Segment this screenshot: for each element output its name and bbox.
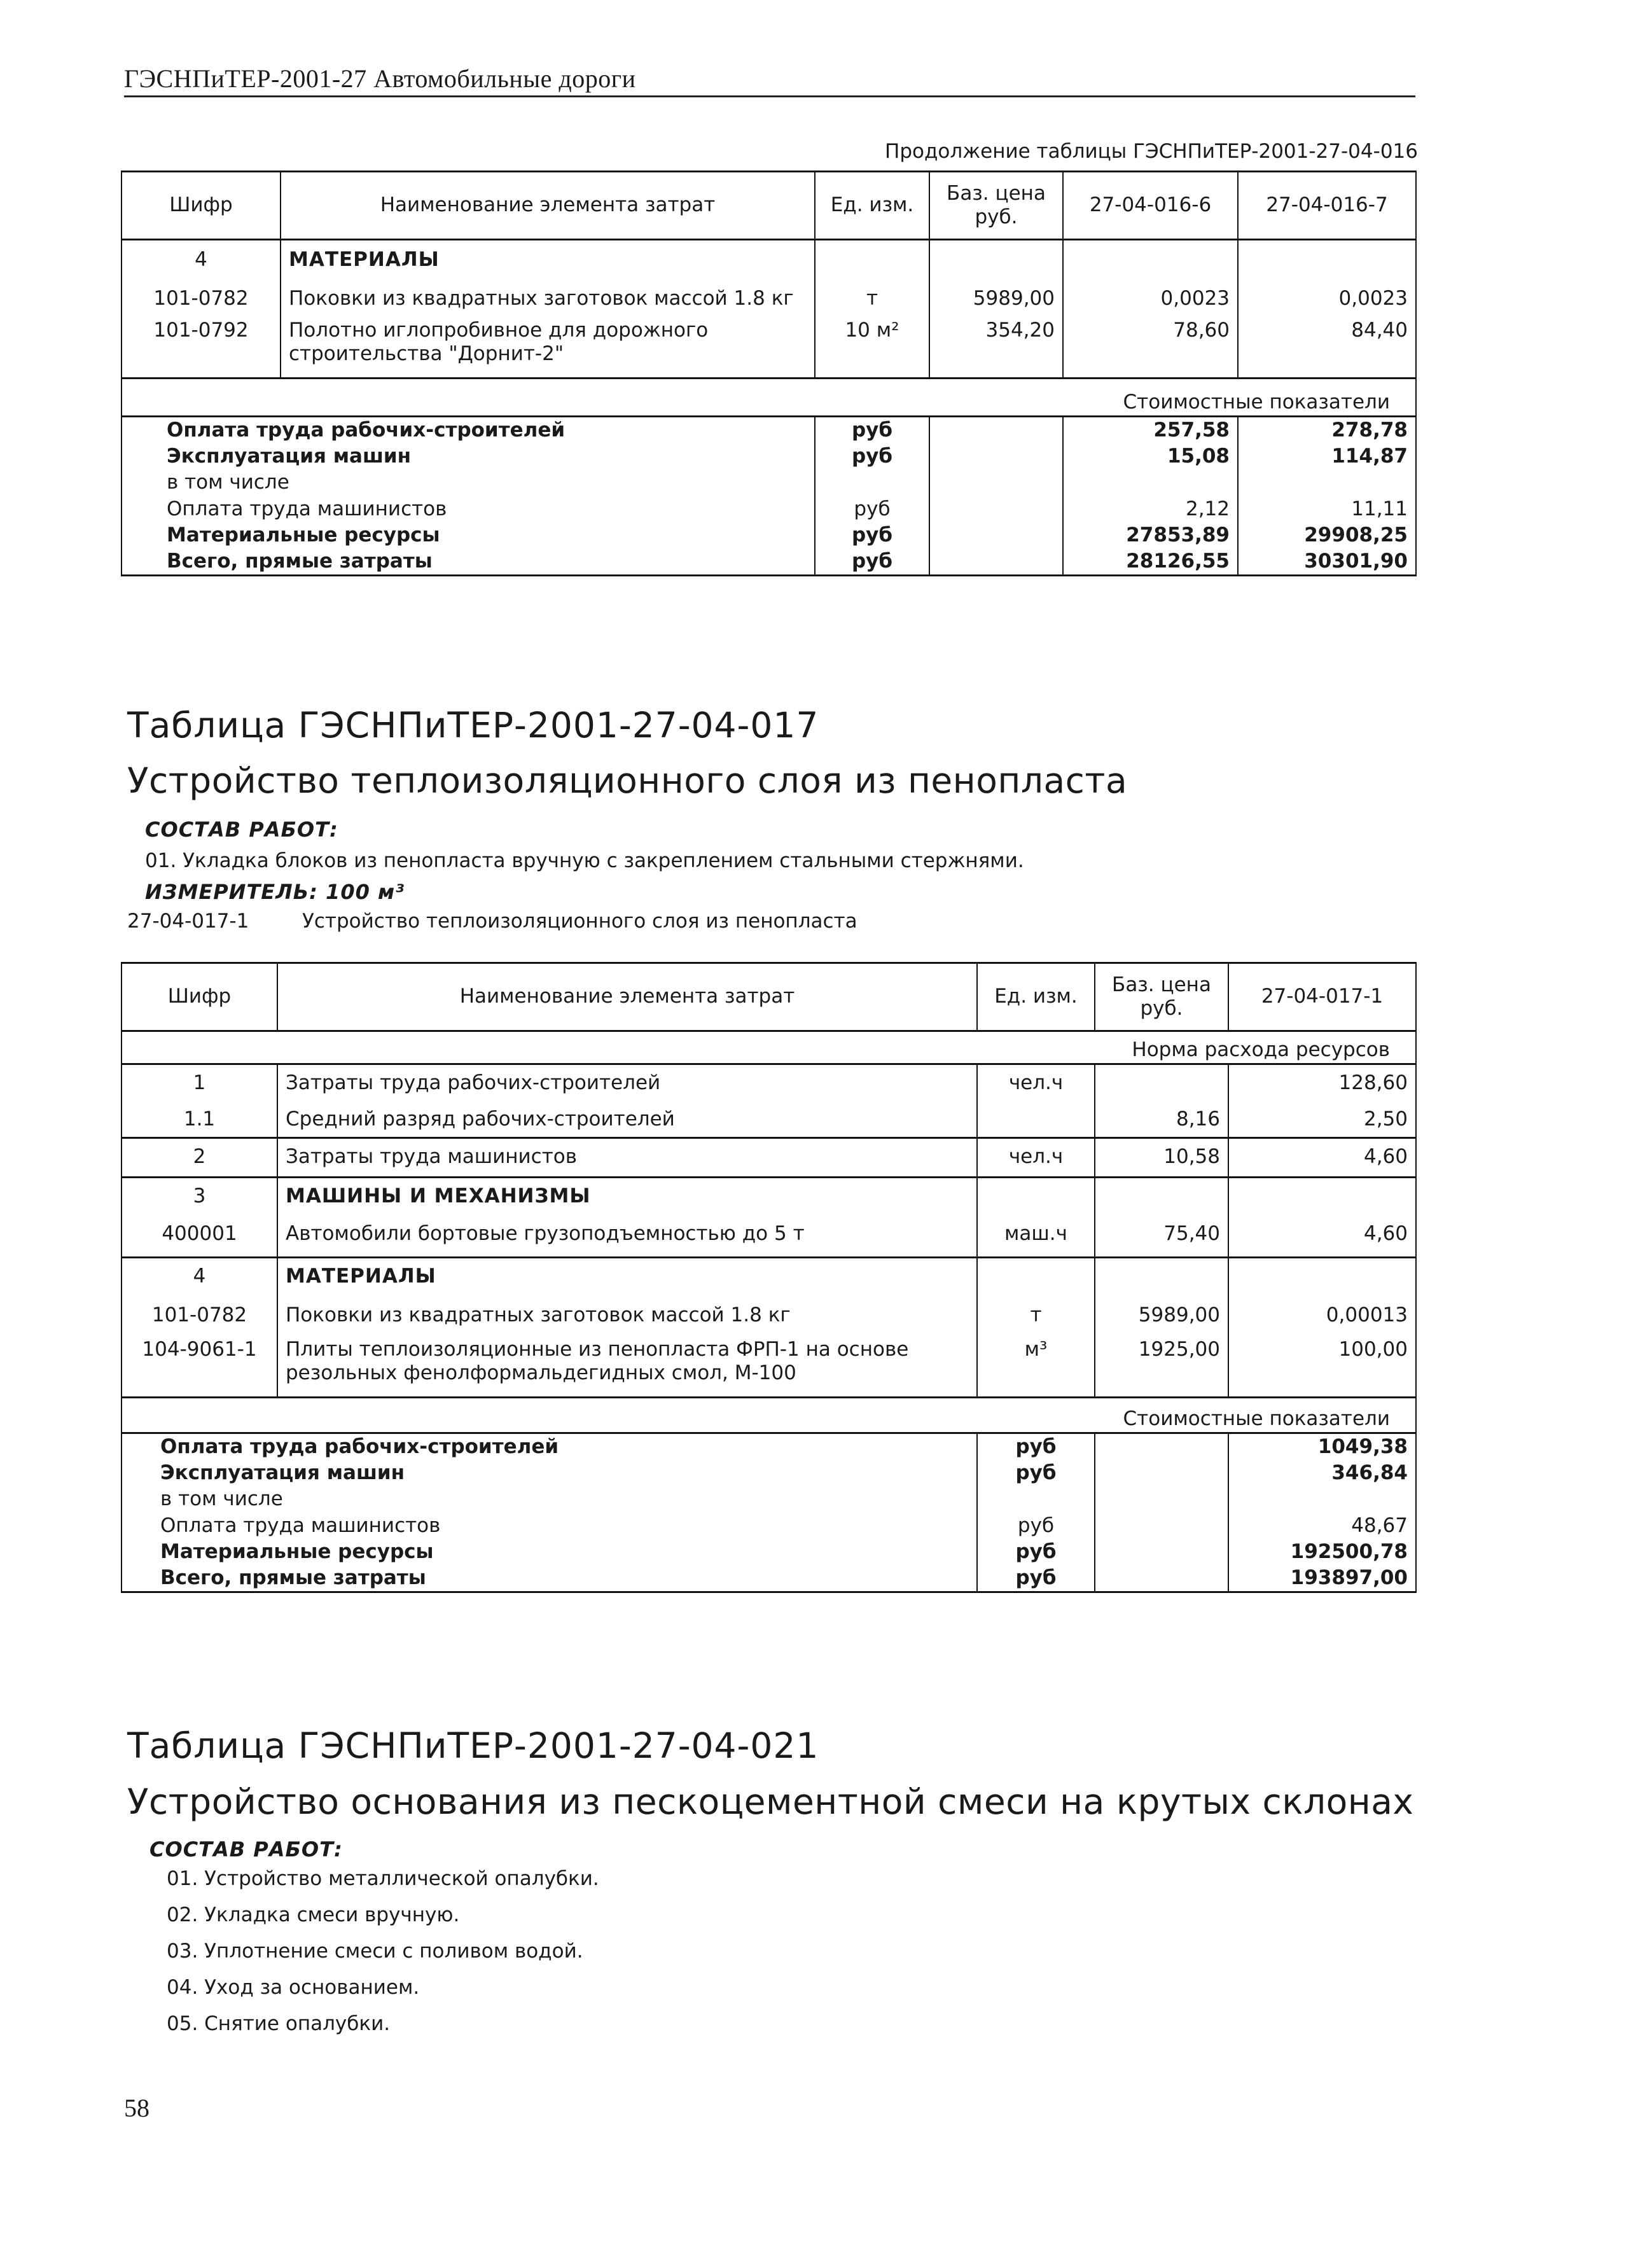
table-header-row	[121, 172, 1416, 240]
row-price: 354,20	[929, 317, 1063, 379]
row-code: 400001	[121, 1216, 277, 1258]
work-composition-label: СОСТАВ РАБОТ:	[145, 817, 338, 842]
cost-unit: руб	[815, 496, 929, 522]
col-header-code: Шифр	[121, 963, 277, 1031]
cost-value-7: 29908,25	[1238, 522, 1416, 548]
section-name: МАТЕРИАЛЫ	[281, 240, 815, 279]
table-subtitle-017: Устройство теплоизоляционного слоя из пенопласта	[127, 760, 1128, 801]
cost-value-6: 2,12	[1063, 496, 1238, 522]
row-name: Затраты труда рабочих-строителей	[277, 1064, 977, 1101]
cost-unit: руб	[977, 1539, 1095, 1565]
row-price: 5989,00	[929, 279, 1063, 317]
item-code: 27-04-017-1	[127, 910, 249, 933]
row-name: Поковки из квадратных заготовок массой 1.8 кг	[277, 1297, 977, 1337]
section-code: 3	[121, 1178, 277, 1216]
row-code: 101-0782	[121, 1297, 277, 1337]
col-header-unit: Ед. изм.	[977, 963, 1095, 1031]
row-unit: маш.ч	[977, 1216, 1095, 1258]
cost-unit: руб	[815, 522, 929, 548]
section-row	[121, 1258, 1416, 1297]
cost-name: Оплата труда машинистов	[121, 1513, 977, 1539]
section-name: МАТЕРИАЛЫ	[277, 1258, 977, 1297]
row-value-7: 0,0023	[1238, 279, 1416, 317]
col-header-price: Баз. цена руб.	[929, 172, 1063, 240]
table-row	[121, 1138, 1416, 1178]
work-item: 03. Уплотнение смеси с поливом водой.	[167, 1940, 583, 1963]
cost-value-6: 28126,55	[1063, 548, 1238, 576]
table-continuation-caption: Продолжение таблицы ГЭСНПиТЕР-2001-27-04-016	[885, 140, 1418, 163]
row-value: 128,60	[1228, 1064, 1416, 1101]
table-header-row	[121, 963, 1416, 1031]
row-code: 1.1	[121, 1101, 277, 1138]
row-name: Автомобили бортовые грузоподъемностью до 5 т	[277, 1216, 977, 1258]
table-row	[121, 1101, 1416, 1138]
row-price: 10,58	[1095, 1138, 1228, 1178]
row-name: Плиты теплоизоляционные из пенопласта ФРП-1 на основе резольных фенолформальдегидных смол, М-100	[277, 1337, 977, 1398]
cost-unit: руб	[977, 1513, 1095, 1539]
cost-value: 48,67	[1228, 1513, 1416, 1539]
section-row	[121, 1178, 1416, 1216]
cost-name: Оплата труда машинистов	[121, 496, 815, 522]
measure-label: ИЗМЕРИТЕЛЬ: 100 м³	[145, 880, 405, 904]
work-item: 01. Устройство металлической опалубки.	[167, 1867, 599, 1890]
row-code: 101-0782	[121, 279, 281, 317]
row-code: 101-0792	[121, 317, 281, 379]
norm-header-row	[121, 1031, 1416, 1064]
col-header-name: Наименование элемента затрат	[281, 172, 815, 240]
row-name: Поковки из квадратных заготовок массой 1.8 кг	[281, 279, 815, 317]
table-row	[121, 1064, 1416, 1101]
page-number: 58	[124, 2094, 149, 2122]
cost-value-6: 257,58	[1063, 417, 1238, 444]
cost-value: 193897,00	[1228, 1565, 1416, 1592]
table-subtitle-021: Устройство основания из пескоцементной смеси на крутых склонах	[127, 1781, 1414, 1822]
cost-value-7: 114,87	[1238, 443, 1416, 470]
table-row	[121, 1337, 1416, 1398]
col-header-price: Баз. цена руб.	[1095, 963, 1228, 1031]
cost-value-7: 278,78	[1238, 417, 1416, 444]
cost-value: 346,84	[1228, 1460, 1416, 1486]
table-title-021: Таблица ГЭСНПиТЕР-2001-27-04-021	[127, 1725, 819, 1766]
cost-value: 192500,78	[1228, 1539, 1416, 1565]
cost-value-6: 15,08	[1063, 443, 1238, 470]
row-name: Затраты труда машинистов	[277, 1138, 977, 1178]
section-code: 4	[121, 1258, 277, 1297]
row-unit	[977, 1101, 1095, 1138]
cost-name: в том числе	[121, 470, 815, 496]
cost-row	[121, 1433, 1416, 1461]
cost-name: Оплата труда рабочих-строителей	[121, 417, 815, 444]
row-value: 100,00	[1228, 1337, 1416, 1398]
work-composition-label: СОСТАВ РАБОТ:	[149, 1837, 343, 1861]
norm-header: Норма расхода ресурсов	[121, 1031, 1416, 1064]
cost-name: Всего, прямые затраты	[121, 1565, 977, 1592]
work-item: 02. Укладка смеси вручную.	[167, 1903, 460, 1926]
cost-unit: руб	[815, 548, 929, 576]
row-value: 4,60	[1228, 1138, 1416, 1178]
col-header-unit: Ед. изм.	[815, 172, 929, 240]
cost-header: Стоимостные показатели	[121, 379, 1416, 417]
row-value-6: 0,0023	[1063, 279, 1238, 317]
col-header-item-7: 27-04-016-7	[1238, 172, 1416, 240]
cost-name: Материальные ресурсы	[121, 522, 815, 548]
cost-name: в том числе	[121, 1486, 977, 1512]
cost-row	[121, 443, 1416, 470]
row-value-7: 84,40	[1238, 317, 1416, 379]
table-row	[121, 1297, 1416, 1337]
col-header-code: Шифр	[121, 172, 281, 240]
row-name: Полотно иглопробивное для дорожного строительства "Дорнит-2"	[281, 317, 815, 379]
col-header-item-1: 27-04-017-1	[1228, 963, 1416, 1031]
row-value-6: 78,60	[1063, 317, 1238, 379]
row-code: 104-9061-1	[121, 1337, 277, 1398]
row-code: 1	[121, 1064, 277, 1101]
table-row	[121, 279, 1416, 317]
cost-row	[121, 548, 1416, 576]
cost-row	[121, 1565, 1416, 1592]
cost-name: Всего, прямые затраты	[121, 548, 815, 576]
cost-row	[121, 470, 1416, 496]
row-price: 1925,00	[1095, 1337, 1228, 1398]
cost-value-7: 11,11	[1238, 496, 1416, 522]
cost-row	[121, 1486, 1416, 1512]
work-item: 04. Уход за основанием.	[167, 1976, 420, 1999]
cost-unit: руб	[977, 1565, 1095, 1592]
row-price	[1095, 1064, 1228, 1101]
table-row	[121, 317, 1416, 379]
cost-row	[121, 417, 1416, 444]
cost-name: Оплата труда рабочих-строителей	[121, 1433, 977, 1461]
item-name: Устройство теплоизоляционного слоя из пенопласта	[302, 910, 857, 933]
row-unit: т	[977, 1297, 1095, 1337]
row-name: Средний разряд рабочих-строителей	[277, 1101, 977, 1138]
row-unit: 10 м²	[815, 317, 929, 379]
cost-value-7: 30301,90	[1238, 548, 1416, 576]
cost-header-row	[121, 1398, 1416, 1433]
col-header-name: Наименование элемента затрат	[277, 963, 977, 1031]
cost-unit: руб	[977, 1460, 1095, 1486]
row-unit: чел.ч	[977, 1138, 1095, 1178]
row-unit: м³	[977, 1337, 1095, 1398]
col-header-item-6: 27-04-016-6	[1063, 172, 1238, 240]
cost-name: Эксплуатация машин	[121, 443, 815, 470]
row-value: 4,60	[1228, 1216, 1416, 1258]
header-rule	[124, 95, 1415, 97]
cost-name: Материальные ресурсы	[121, 1539, 977, 1565]
row-price: 8,16	[1095, 1101, 1228, 1138]
row-value: 0,00013	[1228, 1297, 1416, 1337]
cost-row	[121, 1539, 1416, 1565]
row-code: 2	[121, 1138, 277, 1178]
work-item: 05. Снятие опалубки.	[167, 2012, 391, 2035]
section-name: МАШИНЫ И МЕХАНИЗМЫ	[277, 1178, 977, 1216]
cost-header-row	[121, 379, 1416, 417]
cost-name: Эксплуатация машин	[121, 1460, 977, 1486]
cost-unit: руб	[815, 443, 929, 470]
section-row	[121, 240, 1416, 279]
cost-row	[121, 496, 1416, 522]
row-unit: т	[815, 279, 929, 317]
section-code: 4	[121, 240, 281, 279]
table-027-04-017	[121, 962, 1417, 1593]
running-header: ГЭСНПиТЕР-2001-27 Автомобильные дороги	[124, 64, 636, 93]
table-row	[121, 1216, 1416, 1258]
row-unit: чел.ч	[977, 1064, 1095, 1101]
cost-row	[121, 1460, 1416, 1486]
cost-value-6: 27853,89	[1063, 522, 1238, 548]
work-item: 01. Укладка блоков из пенопласта вручную с закреплением стальными стержнями.	[145, 849, 1024, 872]
table-027-04-016-continued	[121, 170, 1417, 576]
row-price: 75,40	[1095, 1216, 1228, 1258]
row-price: 5989,00	[1095, 1297, 1228, 1337]
cost-row	[121, 1513, 1416, 1539]
cost-row	[121, 522, 1416, 548]
cost-value: 1049,38	[1228, 1433, 1416, 1461]
cost-unit: руб	[815, 417, 929, 444]
cost-unit: руб	[977, 1433, 1095, 1461]
table-title-017: Таблица ГЭСНПиТЕР-2001-27-04-017	[127, 705, 819, 746]
row-value: 2,50	[1228, 1101, 1416, 1138]
cost-header: Стоимостные показатели	[121, 1398, 1416, 1433]
